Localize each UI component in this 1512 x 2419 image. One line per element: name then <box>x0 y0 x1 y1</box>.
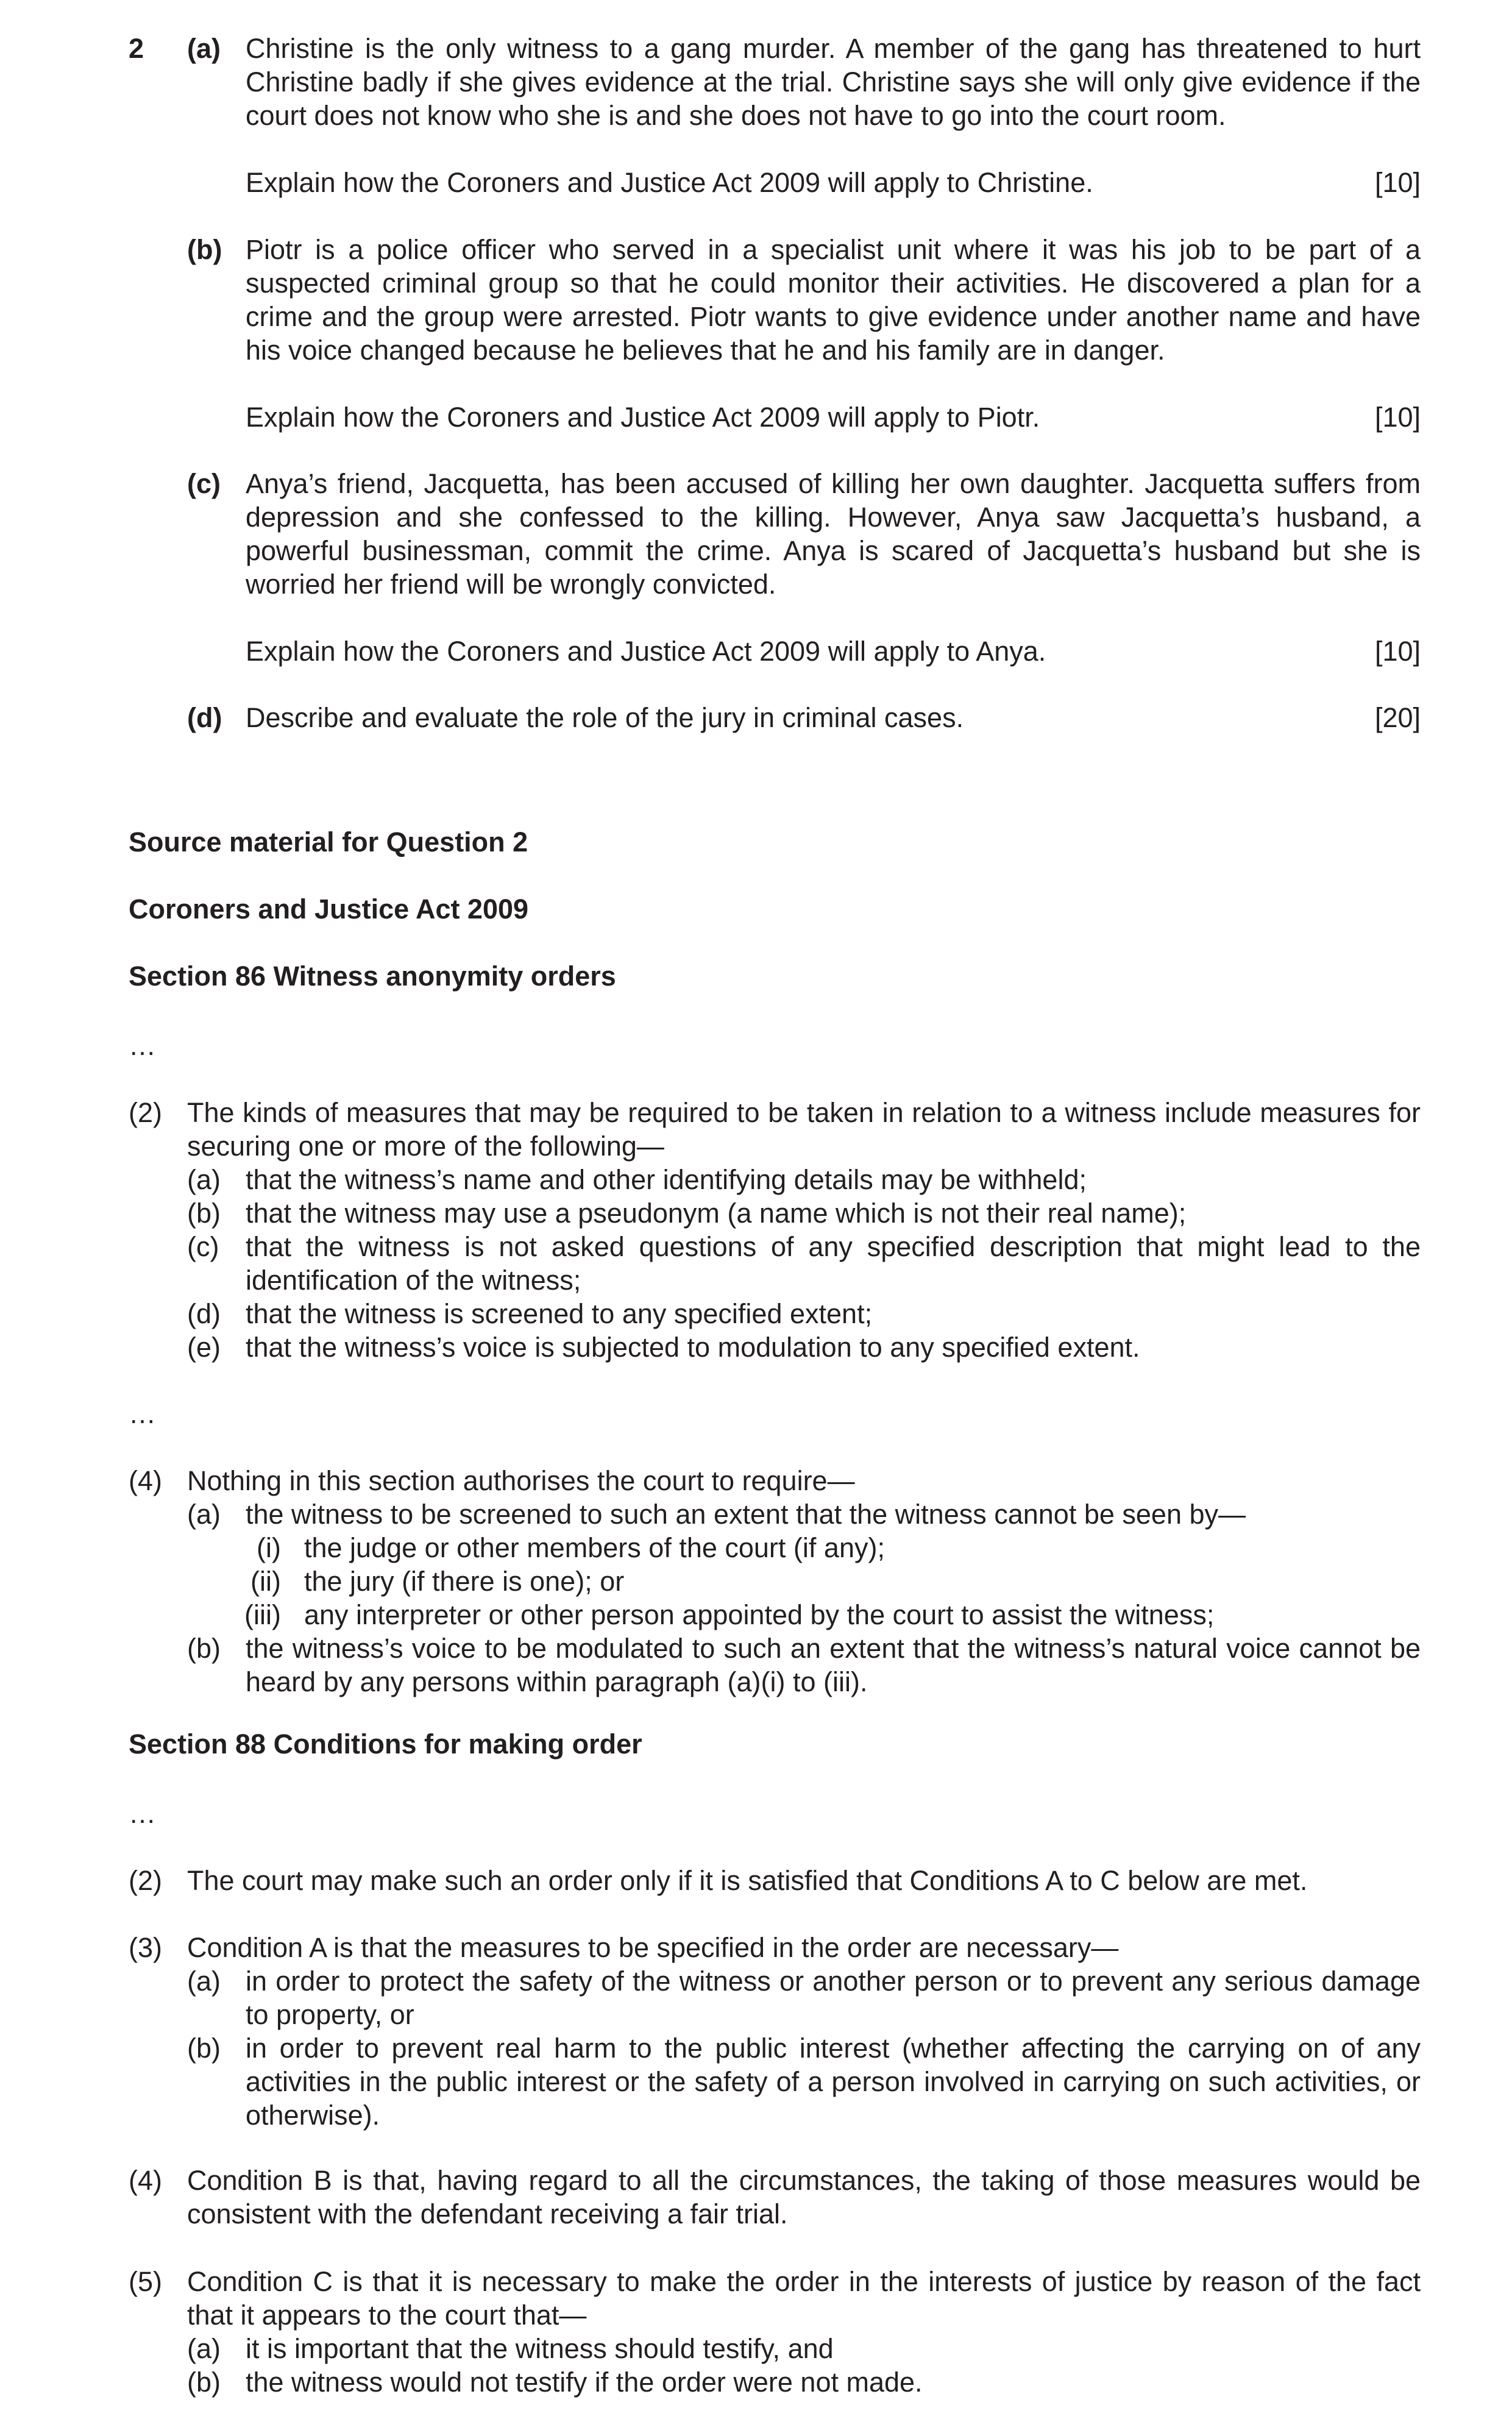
item-text: in order to prevent real harm to the public interest (whether affecting the carrying on of any activities in the public interest or the safety of a person involved in carrying on such activities, or otherwise). <box>246 2033 1421 2131</box>
command-text: Explain how the Coroners and Justice Act 2009 will apply to Christine. <box>246 167 1093 198</box>
sub-item-text: any interpreter or other person appointed by the court to assist the witness; <box>304 1599 1215 1630</box>
mark-allocation: [10] <box>1374 636 1421 667</box>
item-label: (e) <box>187 1332 221 1363</box>
s88-subsection-5 <box>129 2265 1421 2399</box>
mark-allocation: [10] <box>1374 167 1421 198</box>
sub-item-label: (ii) <box>250 1566 281 1597</box>
list-item <box>129 1964 1421 2031</box>
question-2 <box>129 32 1421 199</box>
s86-subsection-4 <box>129 1464 1421 1699</box>
subsection-label: (2) <box>129 1865 162 1896</box>
item-label: (a) <box>187 2333 221 2364</box>
part-label: (a) <box>187 33 221 64</box>
sub-item-text: the judge or other members of the court (if any); <box>304 1532 885 1563</box>
section-88-heading: Section 88 Conditions for making order <box>129 1728 642 1760</box>
list-item <box>129 1297 1421 1330</box>
subsection-text: Nothing in this section authorises the court to require— <box>187 1465 855 1496</box>
part-label: (c) <box>187 468 221 499</box>
item-label: (b) <box>187 2033 221 2064</box>
item-text: the witness would not testify if the order were not made. <box>246 2367 923 2398</box>
list-item <box>129 2332 1421 2365</box>
item-label: (a) <box>187 1164 221 1195</box>
source-heading: Source material for Question 2 <box>129 826 528 858</box>
item-label: (b) <box>187 2367 221 2398</box>
subsection-label: (4) <box>129 2165 162 2196</box>
item-text: the witness to be screened to such an extent that the witness cannot be seen by— <box>246 1499 1246 1530</box>
subsection-label: (3) <box>129 1932 162 1963</box>
item-text: that the witness is not asked questions of any specified description that might lead to the identification of the witness; <box>246 1231 1421 1296</box>
part-c <box>129 467 1421 668</box>
subsection-label: (4) <box>129 1465 162 1496</box>
item-text: that the witness’s voice is subjected to modulation to any specified extent. <box>246 1332 1140 1363</box>
part-command <box>246 634 1421 668</box>
item-text: that the witness is screened to any specified extent; <box>246 1298 873 1329</box>
ellipsis: … <box>129 1398 156 1429</box>
sub-item-label: (iii) <box>244 1599 281 1630</box>
item-label: (a) <box>187 1966 221 1997</box>
ellipsis: … <box>129 1798 156 1829</box>
item-label: (c) <box>187 1231 219 1262</box>
item-text: that the witness may use a pseudonym (a name which is not their real name); <box>246 1198 1187 1229</box>
part-d <box>129 701 1421 734</box>
list-item <box>129 2365 1421 2399</box>
part-text: Christine is the only witness to a gang murder. A member of the gang has threatened to hurt Christine badly if she gives evidence at the trial. Christine says she will only give evidence if the court does not know who she is and she does not have to go into the court room. <box>246 33 1421 131</box>
part-command <box>246 166 1421 199</box>
subsection-text: Condition C is that it is necessary to make the order in the interests of justice by reason of the fact that it appears to the court that— <box>187 2266 1421 2331</box>
item-text: in order to protect the safety of the witness or another person or to prevent any serious damage to property, or <box>246 1966 1421 2030</box>
item-label: (b) <box>187 1198 221 1229</box>
list-item <box>129 1497 1421 1531</box>
command-text: Explain how the Coroners and Justice Act 2009 will apply to Anya. <box>246 636 1046 667</box>
ellipsis: … <box>129 1030 156 1061</box>
subsection-label: (2) <box>129 1097 162 1128</box>
part-label: (d) <box>187 702 222 733</box>
sub-item <box>129 1565 1421 1598</box>
part-text: Anya’s friend, Jacquetta, has been accused of killing her own daughter. Jacquetta suffers from depression and she confessed to the killing. However, Anya saw Jacquetta’s husband, a powerful businessman, commit the crime. Anya is scared of Jacquetta’s husband but she is worried her friend will be wrongly convicted. <box>246 468 1421 600</box>
sub-item-label: (i) <box>257 1532 281 1563</box>
sub-item <box>129 1598 1421 1632</box>
item-text: the witness’s voice to be modulated to such an extent that the witness’s natural voice cannot be heard by any persons within paragraph (a)(i) to (iii). <box>246 1633 1421 1697</box>
sub-item-text: the jury (if there is one); or <box>304 1566 625 1597</box>
sub-item <box>129 1531 1421 1565</box>
subsection-label: (5) <box>129 2266 162 2297</box>
item-label: (a) <box>187 1499 221 1530</box>
list-item <box>129 1230 1421 1297</box>
part-a <box>129 32 1421 199</box>
section-86-heading: Section 86 Witness anonymity orders <box>129 961 616 992</box>
item-label: (b) <box>187 1633 221 1664</box>
s88-subsection-3 <box>129 1931 1421 2132</box>
part-text: Piotr is a police officer who served in a specialist unit where it was his job to be part of a suspected criminal group so that he could monitor their activities. He discovered a plan for a crime and the group were arrested. Piotr wants to give evidence under another name and have his voice changed because he believes that he and his family are in danger. <box>246 234 1421 366</box>
command-text: Describe and evaluate the role of the jury in criminal cases. <box>246 702 964 733</box>
part-command <box>246 701 1421 734</box>
mark-allocation: [10] <box>1374 402 1421 433</box>
s86-subsection-2 <box>129 1096 1421 1364</box>
list-item <box>129 2031 1421 2132</box>
subsection-text: The kinds of measures that may be required to be taken in relation to a witness include measures for securing one or more of the following— <box>187 1097 1421 1162</box>
part-label: (b) <box>187 234 222 265</box>
list-item <box>129 1196 1421 1230</box>
part-command <box>246 400 1421 434</box>
act-title: Coroners and Justice Act 2009 <box>129 893 529 925</box>
list-item <box>129 1330 1421 1364</box>
item-text: it is important that the witness should testify, and <box>246 2333 834 2364</box>
subsection-text: Condition B is that, having regard to all the circumstances, the taking of those measures would be consistent with the defendant receiving a fair trial. <box>187 2165 1421 2229</box>
list-item <box>129 1632 1421 1699</box>
part-b <box>129 233 1421 434</box>
s88-subsection-4 <box>129 2164 1421 2231</box>
item-label: (d) <box>187 1298 221 1329</box>
item-text: that the witness’s name and other identifying details may be withheld; <box>246 1164 1087 1195</box>
question-number: 2 <box>129 33 144 64</box>
subsection-text: Condition A is that the measures to be specified in the order are necessary— <box>187 1932 1119 1963</box>
list-item <box>129 1163 1421 1196</box>
subsection-text: The court may make such an order only if it is satisfied that Conditions A to C below are met. <box>187 1865 1308 1896</box>
mark-allocation: [20] <box>1374 702 1421 733</box>
command-text: Explain how the Coroners and Justice Act 2009 will apply to Piotr. <box>246 402 1040 433</box>
s88-subsection-2 <box>129 1864 1421 1897</box>
